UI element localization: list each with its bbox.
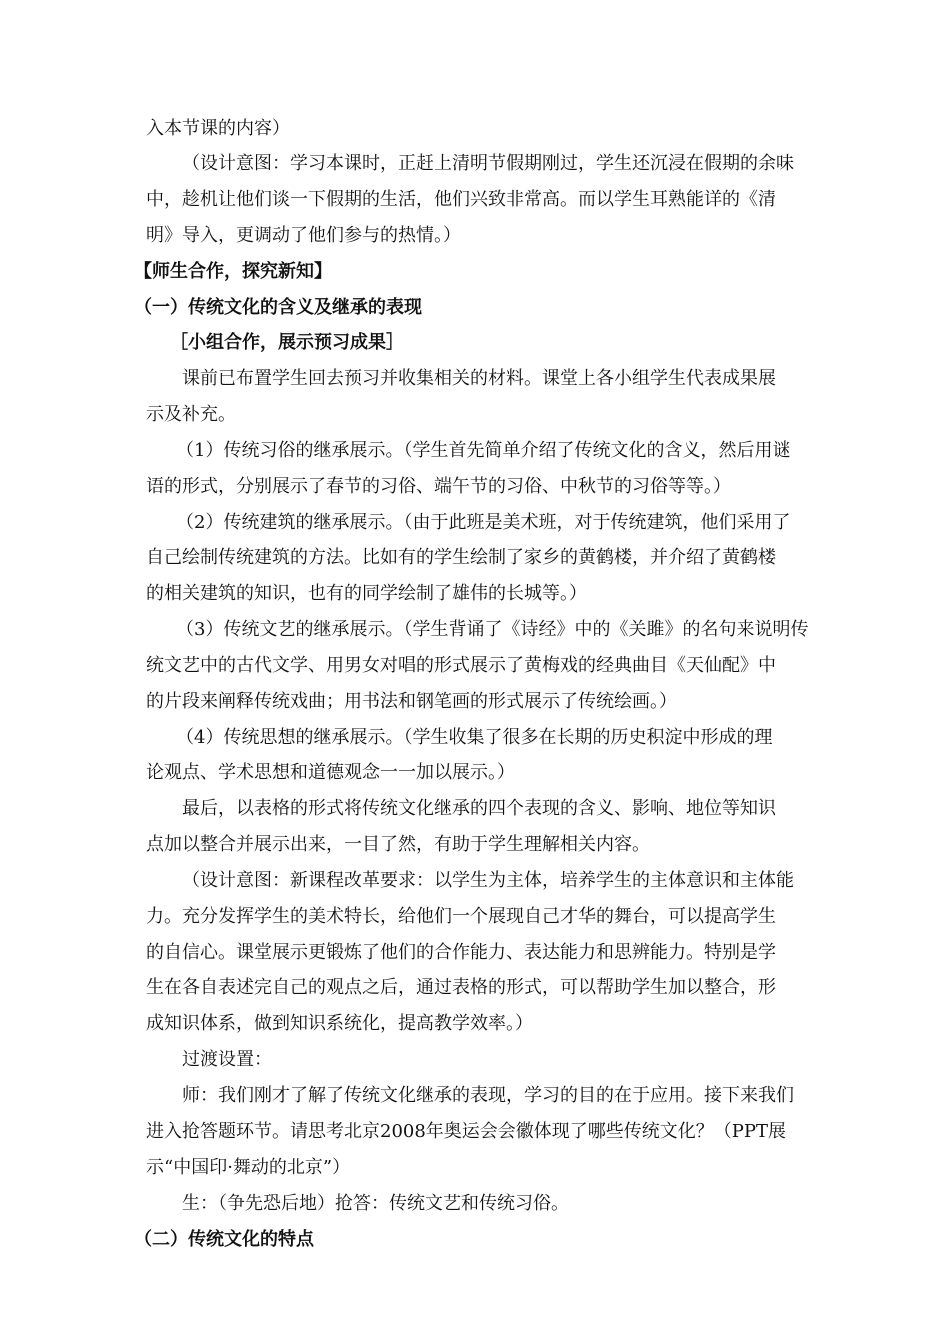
student-line: 生：（争先恐后地）抢答：传统文艺和传统习俗。 bbox=[182, 1193, 569, 1214]
design-note-line: （设计意图：学习本课时，正赶上清明节假期刚过，学生还沉浸在假期的余味 bbox=[182, 153, 794, 174]
list-item-line: 统文艺中的古代文学、用男女对唱的形式展示了黄梅戏的经典曲目《天仙配》中 bbox=[146, 655, 776, 676]
list-item-line: （3）传统文艺的继承展示。（学生背诵了《诗经》中的《关雎》的名句来说明传 bbox=[176, 619, 809, 640]
list-item-line: （4）传统思想的继承展示。（学生收集了很多在长期的历史积淀中形成的理 bbox=[176, 727, 773, 748]
design-note-line: 成知识体系，做到知识系统化，提高教学效率。） bbox=[146, 1013, 533, 1034]
paragraph-line: 课前已布置学生回去预习并收集相关的材料。课堂上各小组学生代表成果展 bbox=[182, 368, 776, 389]
section-heading: 【师生合作，探究新知】 bbox=[134, 261, 332, 282]
intro-line: 入本节课的内容） bbox=[146, 118, 290, 139]
design-note-line: 力。充分发挥学生的美术特长，给他们一个展现自己才华的舞台，可以提高学生 bbox=[146, 906, 776, 927]
list-item-line: 的片段来阐释传统戏曲；用书法和钢笔画的形式展示了传统绘画。） bbox=[146, 691, 677, 712]
list-item-line: 论观点、学术思想和道德观念一一加以展示。） bbox=[146, 762, 515, 783]
paragraph-line: 示及补充。 bbox=[146, 404, 236, 425]
activity-heading: ［小组合作，展示预习成果］ bbox=[170, 332, 404, 353]
design-note-line: 明》导入，更调动了他们参与的热情。） bbox=[146, 225, 461, 246]
paragraph-line: 点加以整合并展示出来，一目了然，有助于学生理解相关内容。 bbox=[146, 834, 650, 855]
list-item-line: 语的形式，分别展示了春节的习俗、端午节的习俗、中秋节的习俗等等。） bbox=[146, 476, 731, 497]
design-note-line: 生在各自表述完自己的观点之后，通过表格的形式，可以帮助学生加以整合，形 bbox=[146, 977, 776, 998]
list-item-line: 自己绘制传统建筑的方法。比如有的学生绘制了家乡的黄鹤楼，并介绍了黄鹤楼 bbox=[146, 547, 776, 568]
subsection-title: （二）传统文化的特点 bbox=[134, 1229, 314, 1250]
list-item-line: 的相关建筑的知识，也有的同学绘制了雄伟的长城等。） bbox=[146, 583, 587, 604]
list-item-line: （1）传统习俗的继承展示。（学生首先简单介绍了传统文化的含义，然后用谜 bbox=[176, 440, 791, 461]
design-note-line: 中，趁机让他们谈一下假期的生活，他们兴致非常高。而以学生耳熟能详的《清 bbox=[146, 189, 776, 210]
teacher-line: 师：我们刚才了解了传统文化继承的表现，学习的目的在于应用。接下来我们 bbox=[182, 1085, 794, 1106]
design-note-line: （设计意图：新课程改革要求：以学生为主体，培养学生的主体意识和主体能 bbox=[182, 870, 794, 891]
teacher-line: 示“中国印·舞动的北京”） bbox=[146, 1157, 351, 1178]
list-item-line: （2）传统建筑的继承展示。（由于此班是美术班，对于传统建筑，他们采用了 bbox=[176, 512, 791, 533]
teacher-line: 进入抢答题环节。请思考北京2008年奥运会会徽体现了哪些传统文化？（PPT展 bbox=[146, 1121, 787, 1142]
paragraph-line: 最后，以表格的形式将传统文化继承的四个表现的含义、影响、地位等知识 bbox=[182, 798, 776, 819]
design-note-line: 的自信心。课堂展示更锻炼了他们的合作能力、表达能力和思辨能力。特别是学 bbox=[146, 942, 776, 963]
subsection-title: （一）传统文化的含义及继承的表现 bbox=[134, 297, 422, 318]
transition-label: 过渡设置： bbox=[182, 1049, 272, 1070]
